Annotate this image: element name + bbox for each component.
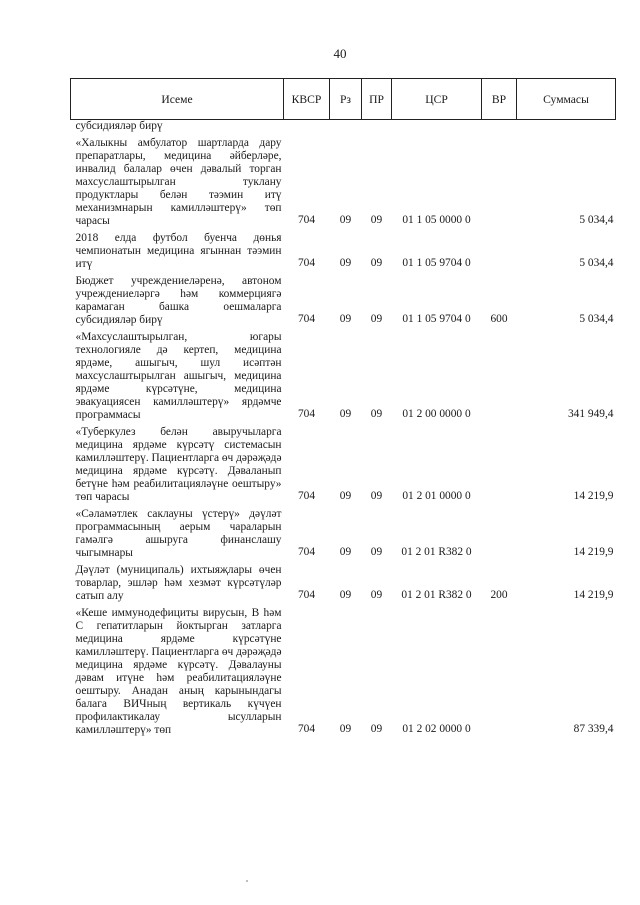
row-name: субсидияләр бирү [75,120,163,132]
row-rz: 09 [339,257,352,269]
row-rz: 09 [339,589,352,601]
row-csr: 01 2 01 0000 0 [402,490,471,502]
table-row [71,504,616,560]
row-csr: 01 2 01 R382 0 [401,546,472,558]
row-rz: 09 [339,214,352,226]
header-sum: Суммасы [517,79,616,120]
header-kvsr: КВСР [284,79,330,120]
budget-table-container [70,78,615,737]
row-kvsr: 704 [297,313,316,325]
row-sum: 341 949,4 [567,408,614,420]
row-csr: 01 1 05 9704 0 [402,313,471,325]
row-kvsr: 704 [297,589,316,601]
row-kvsr: 704 [297,546,316,558]
row-name: «Халыкны амбулатор шартларда дару препаратлары, медицина әйберләре, инвалид балалар өчен дәвалый торган махсуслаштырылган туклану продуктлары белән тәэмин итү механизмнарын камилләштерү» төп чарасы [75,137,282,227]
row-csr [392,120,482,134]
row-name: Дәүләт (муниципаль) ихтыяҗлары өчен товарлар, эшләр һәм хезмәт күрсәтүләр сатып алу [75,564,282,602]
row-pr [362,120,392,134]
row-name: «Кеше иммунодефициты вирусын, B һәм C гепатитларын йоктырган затларга медицина ярдәме күрсәтүне камилләштерү. Пациентларга өч дәрәҗәдә медицина ярдәме күрсәтү. Дәвалауны дәвам итүне һәм реабилитацияләүне оештыру. Анадан аның карынындагы балага ВИЧның вертикаль күчүен профилактикалау ысулларын камилләштерү» төп [75,607,282,736]
row-vr [482,228,517,271]
header-csr: ЦСР [392,79,482,120]
row-csr: 01 2 02 0000 0 [402,723,471,735]
scan-speck [246,880,248,882]
row-csr: 01 2 01 R382 0 [401,589,472,601]
row-pr: 09 [370,214,383,226]
row-rz: 09 [339,546,352,558]
row-kvsr: 704 [297,490,316,502]
row-vr [482,422,517,504]
row-sum: 5 034,4 [579,257,614,269]
row-pr: 09 [370,313,383,325]
row-rz: 09 [339,490,352,502]
table-row [71,228,616,271]
page-number: 40 [333,46,347,61]
row-sum: 14 219,9 [573,490,614,502]
row-name: Бюджет учреждениеләренә, автоном учреждениеләргә һәм коммерциягә карамаган башка оешмаларга субсидияләр бирү [75,275,282,326]
header-row [71,79,616,120]
row-kvsr [284,120,330,134]
row-pr: 09 [370,257,383,269]
row-kvsr: 704 [297,723,316,735]
table-row [71,560,616,603]
row-vr [482,504,517,560]
row-vr: 600 [490,313,508,325]
row-rz: 09 [339,723,352,735]
header-pr: ПР [362,79,392,120]
table-body [71,120,616,738]
row-sum: 14 219,9 [573,546,614,558]
row-name: «Сәламәтлек саклауны үстерү» дәүләт программасының аерым чараларын гамәлгә ашыруга финанслашу чыгымнары [75,508,282,559]
table-row [71,133,616,228]
row-name: «Туберкулез белән авыручыларга медицина ярдәме күрсәтү системасын камилләштерү. Пациентларга өч дәрәҗәдә медицина ярдәме күрсәтү. Дәваланып бетүне һәм реабилитацияләүне оештыру» төп чарасы [75,426,282,503]
row-pr: 09 [370,546,383,558]
row-rz: 09 [339,408,352,420]
row-vr [482,133,517,228]
table-row [71,422,616,504]
row-name: 2018 елда футбол буенча дөнья чемпионатын медицина ягыннан тәэмин итү [75,232,282,270]
row-csr: 01 1 05 9704 0 [402,257,471,269]
table-row [71,603,616,737]
row-csr: 01 1 05 0000 0 [402,214,471,226]
row-sum [517,120,616,134]
row-kvsr: 704 [297,214,316,226]
table-header [71,79,616,120]
budget-table [70,78,616,737]
header-vr: ВР [482,79,517,120]
row-vr [482,327,517,422]
row-kvsr: 704 [297,408,316,420]
row-kvsr: 704 [297,257,316,269]
header-name: Исеме [71,79,284,120]
row-name: «Махсуслаштырылган, югары технологияле дә кертеп, медицина ярдәме, ашыгыч, шул исәптән махсуслаштырылган ашыгыч, медицина ярдәме күрсәтүне, медицина эвакуациясен камилләштерү» ярдәмче программасы [75,331,282,421]
row-vr [482,120,517,134]
row-csr: 01 2 00 0000 0 [402,408,471,420]
row-pr: 09 [370,589,383,601]
row-sum: 5 034,4 [579,313,614,325]
row-vr [482,603,517,737]
row-pr: 09 [370,723,383,735]
row-sum: 14 219,9 [573,589,614,601]
row-pr: 09 [370,490,383,502]
row-sum: 87 339,4 [573,723,614,735]
row-vr: 200 [490,589,508,601]
header-rz: Рз [330,79,362,120]
row-rz [330,120,362,134]
row-sum: 5 034,4 [579,214,614,226]
table-row [71,271,616,327]
row-pr: 09 [370,408,383,420]
row-rz: 09 [339,313,352,325]
table-row [71,120,616,134]
table-row [71,327,616,422]
